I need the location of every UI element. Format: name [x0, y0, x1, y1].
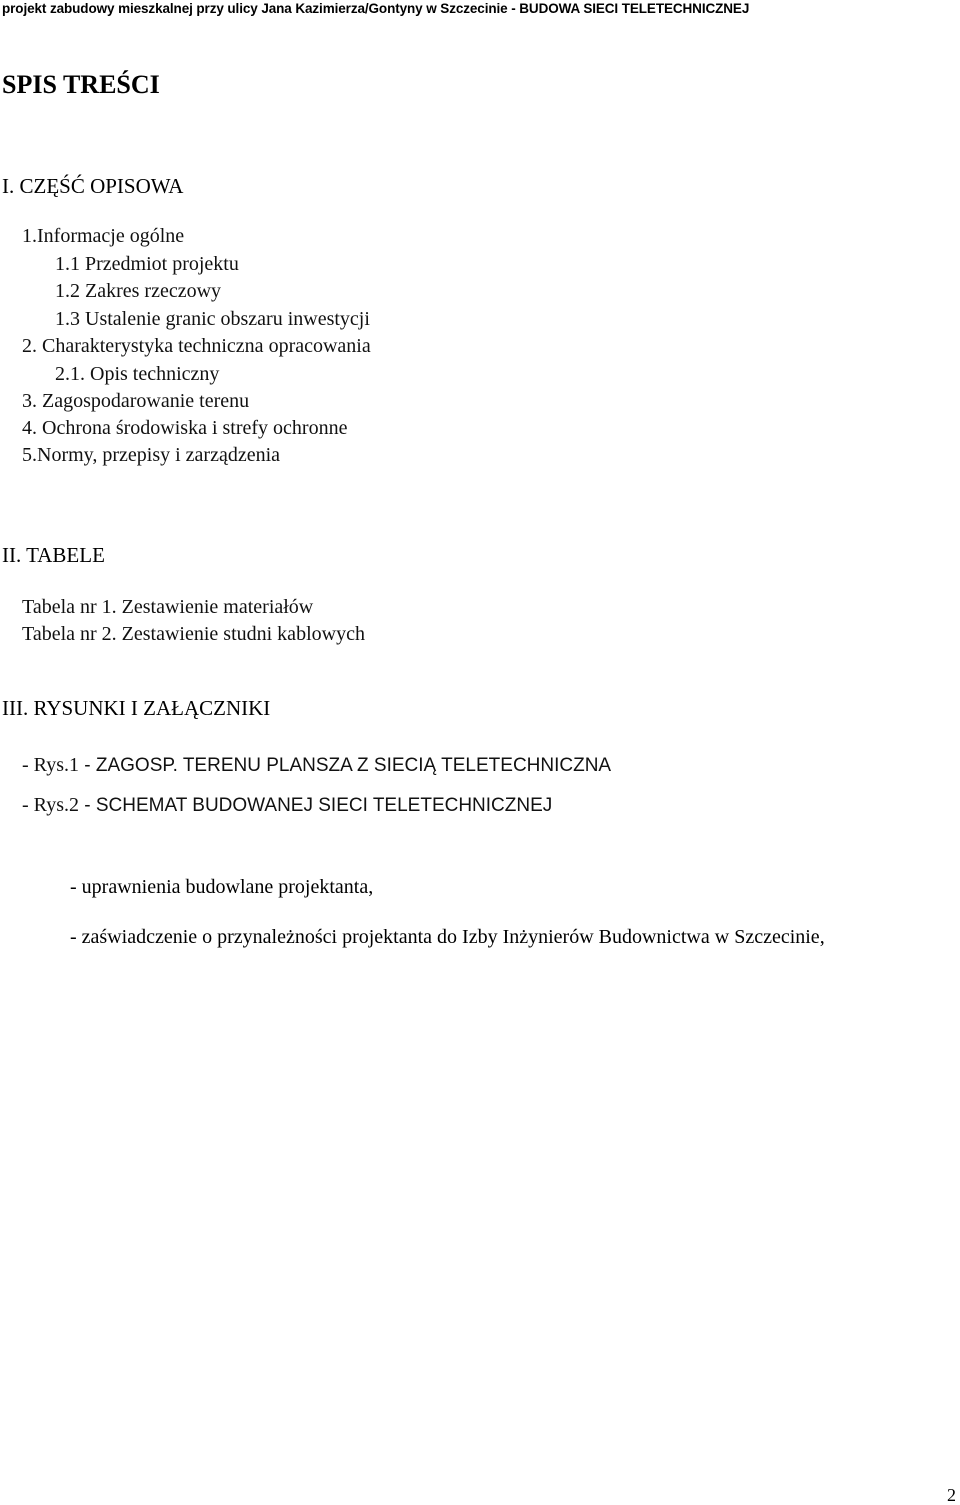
toc-item: Tabela nr 1. Zestawienie materiałów	[22, 596, 314, 618]
drawing-title: - ZAGOSP. TERENU PLANSZA Z SIECIĄ TELETECHNICZNA	[78, 755, 612, 776]
attachment-item: - uprawnienia budowlane projektanta,	[70, 876, 374, 898]
toc-item: 1.Informacje ogólne	[22, 225, 185, 247]
attachment-item: - zaświadczenie o przynależności projektanta do Izby Inżynierów Budownictwa w Szczecinie,	[70, 926, 825, 948]
drawing-prefix: - Rys.1	[22, 754, 79, 776]
toc-item: 2.1. Opis techniczny	[55, 363, 220, 385]
section-heading-part2: II. TABELE	[2, 543, 105, 567]
page-number: 2	[947, 1485, 956, 1505]
toc-item: 2. Charakterystyka techniczna opracowania	[22, 335, 371, 357]
page-title: SPIS TREŚCI	[2, 70, 160, 99]
drawing-prefix: - Rys.2	[22, 794, 79, 816]
section-heading-part1: I. CZĘŚĆ OPISOWA	[2, 174, 184, 198]
toc-item: 5.Normy, przepisy i zarządzenia	[22, 444, 281, 466]
toc-item: 1.1 Przedmiot projektu	[55, 253, 239, 275]
toc-item: 1.3 Ustalenie granic obszaru inwestycji	[55, 308, 370, 330]
drawing-item-1	[22, 755, 611, 775]
document-header: projekt zabudowy mieszkalnej przy ulicy Jana Kazimierza/Gontyny w Szczecinie - BUDOWA SIECI TELETECHNICZNEJ	[2, 1, 750, 16]
toc-item: 1.2 Zakres rzeczowy	[55, 280, 222, 302]
section-heading-part3: III. RYSUNKI I ZAŁĄCZNIKI	[2, 696, 271, 720]
drawing-item-2	[22, 795, 552, 815]
toc-item: Tabela nr 2. Zestawienie studni kablowych	[22, 623, 365, 645]
drawing-title: - SCHEMAT BUDOWANEJ SIECI TELETECHNICZNEJ	[78, 795, 553, 816]
toc-item: 3. Zagospodarowanie terenu	[22, 390, 250, 412]
toc-item: 4. Ochrona środowiska i strefy ochronne	[22, 417, 348, 439]
